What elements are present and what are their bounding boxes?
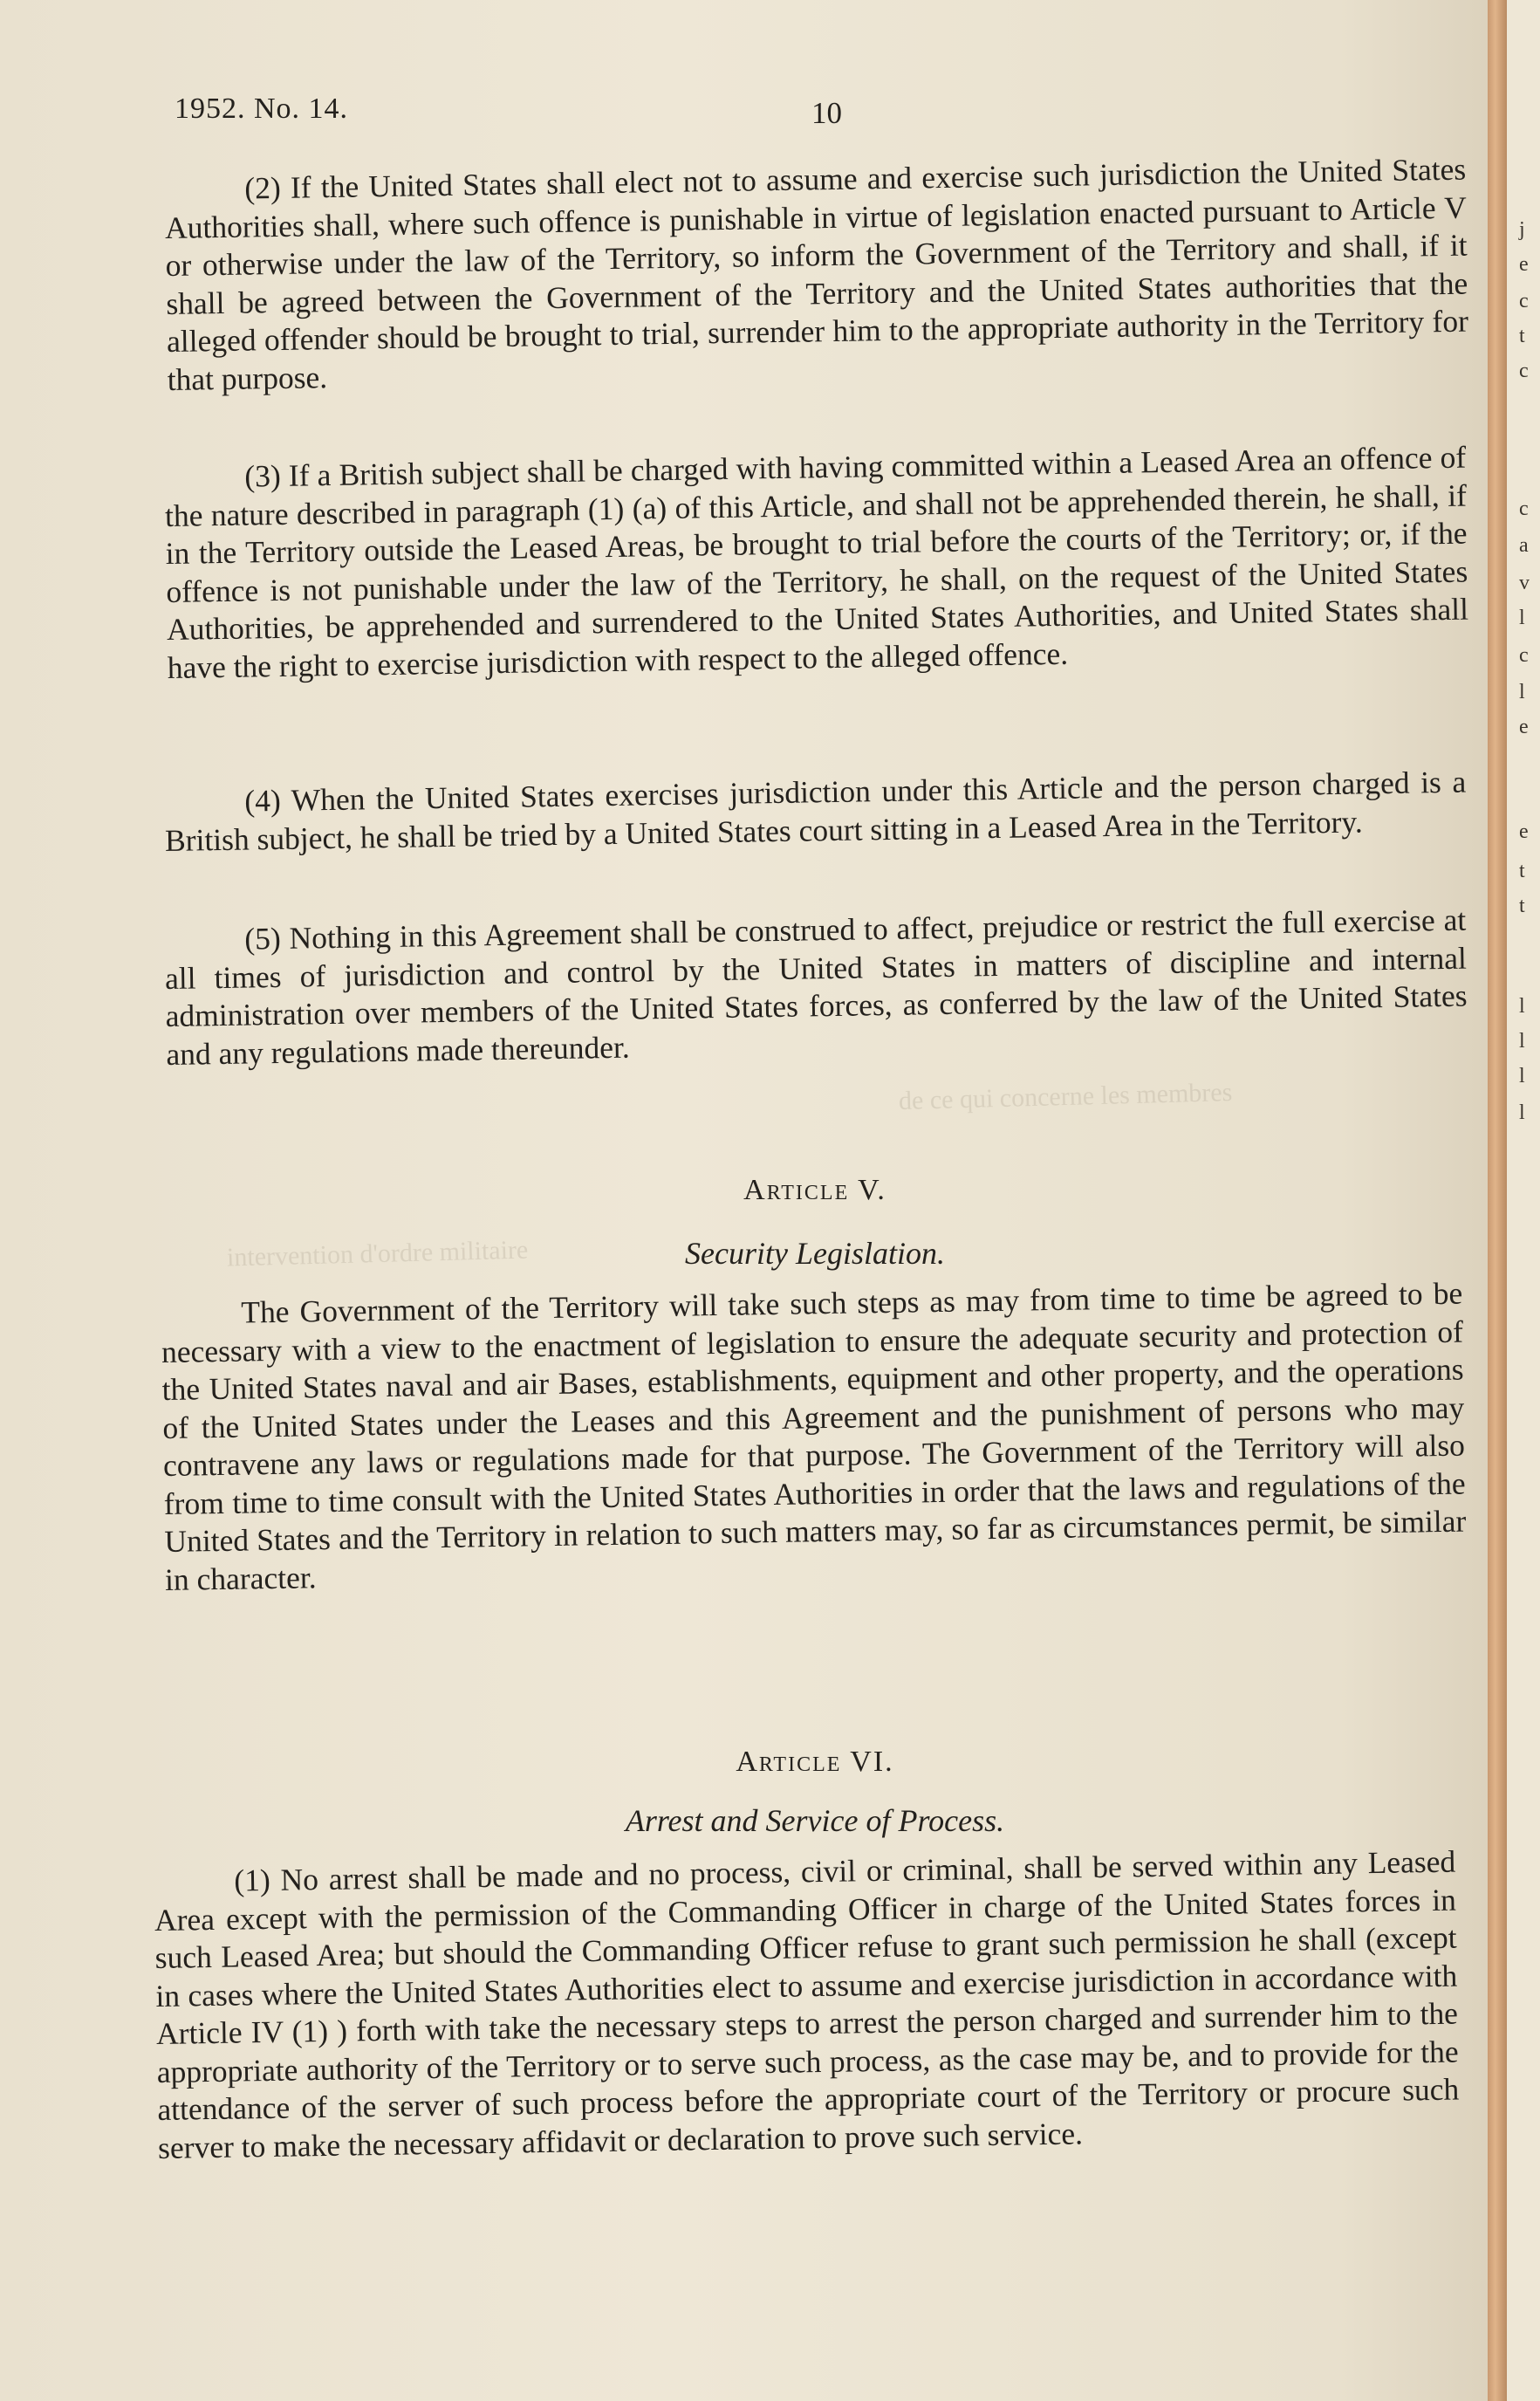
adjacent-page-glyph: j <box>1519 218 1525 241</box>
adjacent-page-glyph: l <box>1519 1065 1525 1087</box>
article-vi-subtitle: Arrest and Service of Process. <box>625 1803 1005 1838</box>
document-header-reference: 1952. No. 14. <box>175 93 349 125</box>
adjacent-page-glyph: e <box>1519 716 1529 738</box>
adjacent-page-glyph: t <box>1519 860 1525 882</box>
adjacent-page-glyph: l <box>1519 681 1525 703</box>
article-v-body: The Government of the Territory will take such steps as may from time to time be agreed to be necessary with a view to the enactment of legislation to ensure the adequate security and protection of the United States naval and air Bases, establishments, equipment and other property, and the operations of the United States under the Leases and this Agreement and the punishment of persons who may contravene any laws or regulations made for that purpose. The Government of the Territory will also from time to time consult with the United States Authorities in order that the laws and regulations of the United States and the Territory in relation to such matters may, so far as circumstances permit, be similar in character. <box>161 1275 1467 1597</box>
adjacent-page-glyph: t <box>1519 325 1525 347</box>
adjacent-page-glyph: c <box>1519 644 1529 667</box>
bleed-through-text: de ce qui concerne les membres <box>898 1078 1233 1115</box>
paragraph-2: (2) If the United States shall elect not to assume and exercise such jurisdiction the United States Authorities shall, where such offence is punishable in virtue of legislation enacted pursuant to Article V or otherwise under the law of the Territory, so inform the Government of the Territory and shall, if it shall be agreed between the Government of the Territory and the United States authorities that the alleged offender should be brought to trial, surrender him to the appropriate authority in the Territory for that purpose. <box>164 151 1469 397</box>
adjacent-page-edge <box>1507 0 1540 2401</box>
adjacent-page-glyph: e <box>1519 820 1529 843</box>
adjacent-page-glyph: l <box>1519 1101 1525 1124</box>
page-number: 10 <box>811 96 842 130</box>
paragraph-3: (3) If a British subject shall be charged with having committed within a Leased Area an offence of the nature described in paragraph (1) (a) of this Article, and shall not be apprehended therein, he shall, if in the Territory outside the Leased Areas, be brought to trial before the courts of the Territory; or, if the offence is not punishable under the law of the Territory, he shall, on the request of the United States Authorities, be apprehended and surrendered to the United States Authorities, and United States shall have the right to exercise jurisdiction with respect to the alleged offence. <box>164 439 1469 685</box>
article-v-subtitle: Security Legislation. <box>685 1236 945 1271</box>
adjacent-page-glyph: e <box>1519 253 1529 276</box>
paragraph-4: (4) When the United States exercises jurisdiction under this Article and the person charged is a British subject, he shall be tried by a United States court sitting in a Leased Area in the Territory. <box>164 764 1467 858</box>
adjacent-page-glyph: c <box>1519 290 1529 312</box>
adjacent-page-glyph: a <box>1519 534 1529 557</box>
adjacent-page-glyph: t <box>1519 895 1525 917</box>
article-vi-heading: Article VI. <box>736 1746 894 1778</box>
adjacent-page-glyph: l <box>1519 1030 1525 1053</box>
paragraph-5: (5) Nothing in this Agreement shall be construed to affect, prejudice or restrict the full exercise at all times of jurisdiction and control by the United States in matters of discipline and internal administration over members of the United States forces, as conferred by the law of the United States and any regulations made thereunder. <box>164 902 1468 1072</box>
article-vi-body: (1) No arrest shall be made and no process, civil or criminal, shall be served within any Leased Area except with the permission of the Commanding Officer in charge of the United States forces in such Leased Area; but should the Commanding Officer refuse to grant such permission he shall (except in cases where the United States Authorities elect to assume and exercise jurisdiction in accordance with Article IV (1) ) forth with take the necessary steps to arrest the person charged and surrender him to the appropriate authority of the Territory or to serve such process, as the case may be, and to provide for the attendance of the server of such process before the appropriate court of the Territory or procure such server to make the necessary affidavit or declaration to prove such service. <box>154 1843 1460 2165</box>
adjacent-page-glyph: v <box>1519 572 1530 594</box>
book-spine-edge <box>1488 0 1507 2401</box>
adjacent-page-glyph: l <box>1519 995 1525 1018</box>
article-v-heading: Article V. <box>743 1174 886 1206</box>
adjacent-page-glyph: c <box>1519 497 1529 520</box>
bleed-through-text: intervention d'ordre militaire <box>226 1235 529 1273</box>
adjacent-page-glyph: l <box>1519 607 1525 629</box>
adjacent-page-glyph: c <box>1519 360 1529 382</box>
